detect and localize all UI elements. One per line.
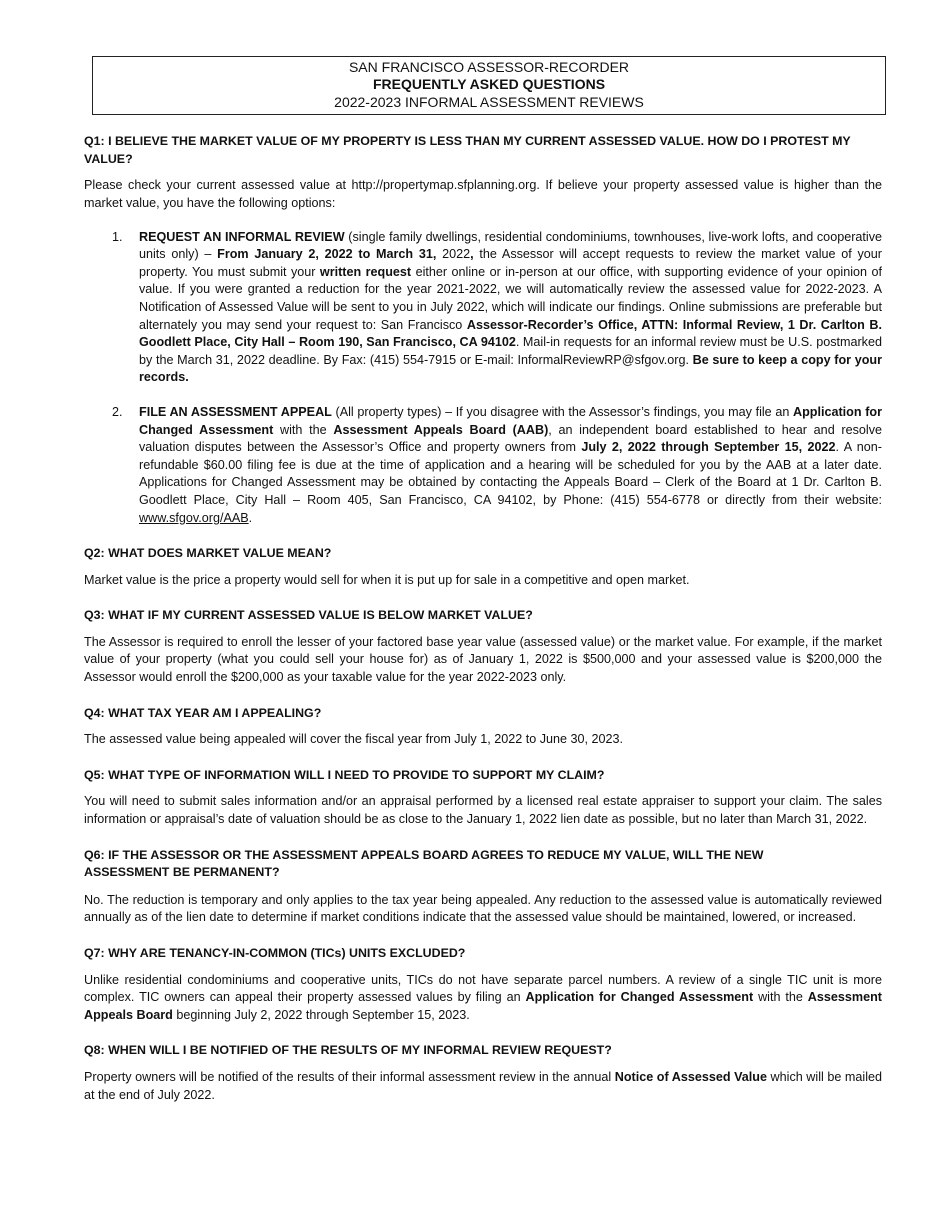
option-text: .: [248, 510, 253, 525]
header-agency: SAN FRANCISCO ASSESSOR-RECORDER: [348, 59, 630, 75]
q1-question: Q1: I BELIEVE THE MARKET VALUE OF MY PROPERTY IS LESS THAN MY CURRENT ASSESSED VALUE. HOW DO I PROTEST MY VALUE?: [84, 134, 851, 166]
q3-question: Q3: WHAT IF MY CURRENT ASSESSED VALUE IS BELOW MARKET VALUE?: [84, 608, 533, 623]
q4-question: Q4: WHAT TAX YEAR AM I APPEALING?: [84, 705, 322, 720]
option-text: . Mail-in requests for an informal review must be U.S. postmarked by the March 31, 2022 deadline. By Fax: (415) 554-7915 or E-mail: InformalReviewRP@sfgov.org.: [139, 335, 882, 367]
answer-text: beginning July 2, 2022 through September 15, 2023.: [172, 1007, 470, 1022]
option-bold-text: From January 2, 2022 to March 31,: [217, 247, 437, 262]
option-text: either online or in-person at our office, with supporting evidence of your opinion of value. If you were granted a reduction for the year 2021-2022, we will automatically review the assessed value for 2022-2023. A Notification of Assessed Value will be sent to you in July 2022, which will indicate our findings. Online submissions are preferable but alternately you may send your request to: San Francisco: [139, 264, 882, 332]
aab-website-link[interactable]: www.sfgov.org/AAB: [139, 510, 249, 525]
header-subtitle: 2022-2023 INFORMAL ASSESSMENT REVIEWS: [334, 93, 644, 110]
q5-answer: You will need to submit sales information and/or an appraisal performed by a licensed real estate appraiser to support your claim. The sales information or appraisal’s date of valuation should be as close to the January 1, 2022 lien date as possible, but no later than March 31, 2022.: [84, 794, 882, 827]
q1-options-list: [84, 229, 882, 528]
option-bold-text: Assessor-Recorder’s Office, ATTN: Informal Review, 1 Dr. Carlton B. Goodlett Place, City Hall – Room 190, San Francisco, CA 94102: [139, 317, 882, 350]
q5-question: Q5: WHAT TYPE OF INFORMATION WILL I NEED TO PROVIDE TO SUPPORT MY CLAIM?: [84, 767, 605, 782]
answer-text: Unlike residential condominiums and cooperative units, TICs do not have separate parcel numbers. A review of a single TIC unit is more complex. TIC owners can appeal their property assessed values by filing an: [84, 972, 882, 1005]
option-text: (All property types) – If you disagree with the Assessor’s findings, you may file an: [331, 404, 793, 419]
q4-answer: The assessed value being appealed will cover the fiscal year from July 1, 2022 to June 30, 2023.: [84, 732, 624, 747]
option-informal-review: [84, 229, 882, 387]
q6-question-line2: ASSESSMENT BE PERMANENT?: [84, 865, 280, 880]
option-bold-text: written request: [319, 264, 412, 279]
header-title: FREQUENTLY ASKED QUESTIONS: [372, 76, 606, 93]
answer-bold-text: Notice of Assessed Value: [614, 1069, 767, 1084]
q6-question-line1: Q6: IF THE ASSESSOR OR THE ASSESSMENT APPEALS BOARD AGREES TO REDUCE MY VALUE, WILL THE NEW: [84, 847, 764, 862]
option-bold-text: Application for Changed Assessment: [139, 404, 882, 437]
option-number: 2.: [112, 404, 123, 419]
option-text: . A non-refundable $60.00 filing fee is due at the time of application and a hearing will be scheduled for you by the AAB at a later date. Applications for Changed Assessment may be obtained by contacting the Appeals Board – Clerk of the Board at 1 Dr. Carlton B. Goodlett Place, City Hall – Room 405, San Francisco, CA 94102, by Phone: (415) 554-6778 or directly from their website:: [139, 440, 882, 507]
answer-bold-text: Assessment Appeals Board: [84, 990, 882, 1022]
answer-bold-text: Application for Changed Assessment: [525, 990, 754, 1005]
answer-text: with the: [753, 990, 808, 1005]
option-title: FILE AN ASSESSMENT APPEAL: [139, 404, 332, 419]
answer-text: Property owners will be notified of the results of their informal assessment review in the annual: [84, 1069, 615, 1084]
q6-question: [84, 847, 882, 882]
option-assessment-appeal: [84, 404, 882, 527]
option-bold-text: Be sure to keep a copy for your records.: [139, 352, 882, 385]
option-text: the Assessor will accept requests to review the market value of your property. You must submit your: [139, 247, 882, 279]
option-text: with the: [273, 422, 334, 437]
option-bold-text: July 2, 2022 through September 15, 2022: [581, 440, 836, 455]
option-number: 1.: [112, 229, 123, 244]
q2-answer: Market value is the price a property would sell for when it is put up for sale in a competitive and open market.: [84, 572, 690, 587]
option-text: (single family dwellings, residential condominiums, townhouses, live-work lofts, and cooperative units only) –: [139, 229, 882, 262]
q7-answer: [84, 972, 882, 1025]
option-text: 2022: [436, 247, 471, 262]
faq-document: [84, 56, 882, 1104]
document-header: [92, 56, 886, 115]
q1-intro: Please check your current assessed value at http://propertymap.sfplanning.org. If believe your property assessed value is higher than the market value, you have the following options:: [84, 178, 882, 210]
q2-question: Q2: WHAT DOES MARKET VALUE MEAN?: [84, 546, 332, 561]
q3-answer: The Assessor is required to enroll the lesser of your factored base year value (assessed value) or the market value. For example, if the market value of your property (what you could sell your house for) as of January 1, 2022 is $500,000 and your assessed value is $200,000 the Assessor would enroll the $200,000 as your taxable value for the year 2022-2023 only.: [84, 634, 882, 685]
q8-question: Q8: WHEN WILL I BE NOTIFIED OF THE RESULTS OF MY INFORMAL REVIEW REQUEST?: [84, 1043, 612, 1058]
q6-answer: No. The reduction is temporary and only applies to the tax year being appealed. Any reduction to the assessed value is automatically reviewed annually as of the lien date to determine if market conditions indicate that the assessed value should be maintained, lowered, or increased.: [84, 892, 882, 925]
q8-answer: [84, 1069, 882, 1104]
option-text: , an independent board established to hear and resolve valuation disputes between the Assessor’s Office and property owners from: [139, 422, 882, 455]
q7-question: Q7: WHY ARE TENANCY-IN-COMMON (TICs) UNITS EXCLUDED?: [84, 946, 466, 960]
option-bold-text: Assessment Appeals Board (AAB): [333, 422, 549, 437]
answer-text: which will be mailed at the end of July 2022.: [84, 1069, 882, 1102]
option-bold-text: ,: [470, 247, 474, 262]
option-title: REQUEST AN INFORMAL REVIEW: [139, 229, 345, 244]
